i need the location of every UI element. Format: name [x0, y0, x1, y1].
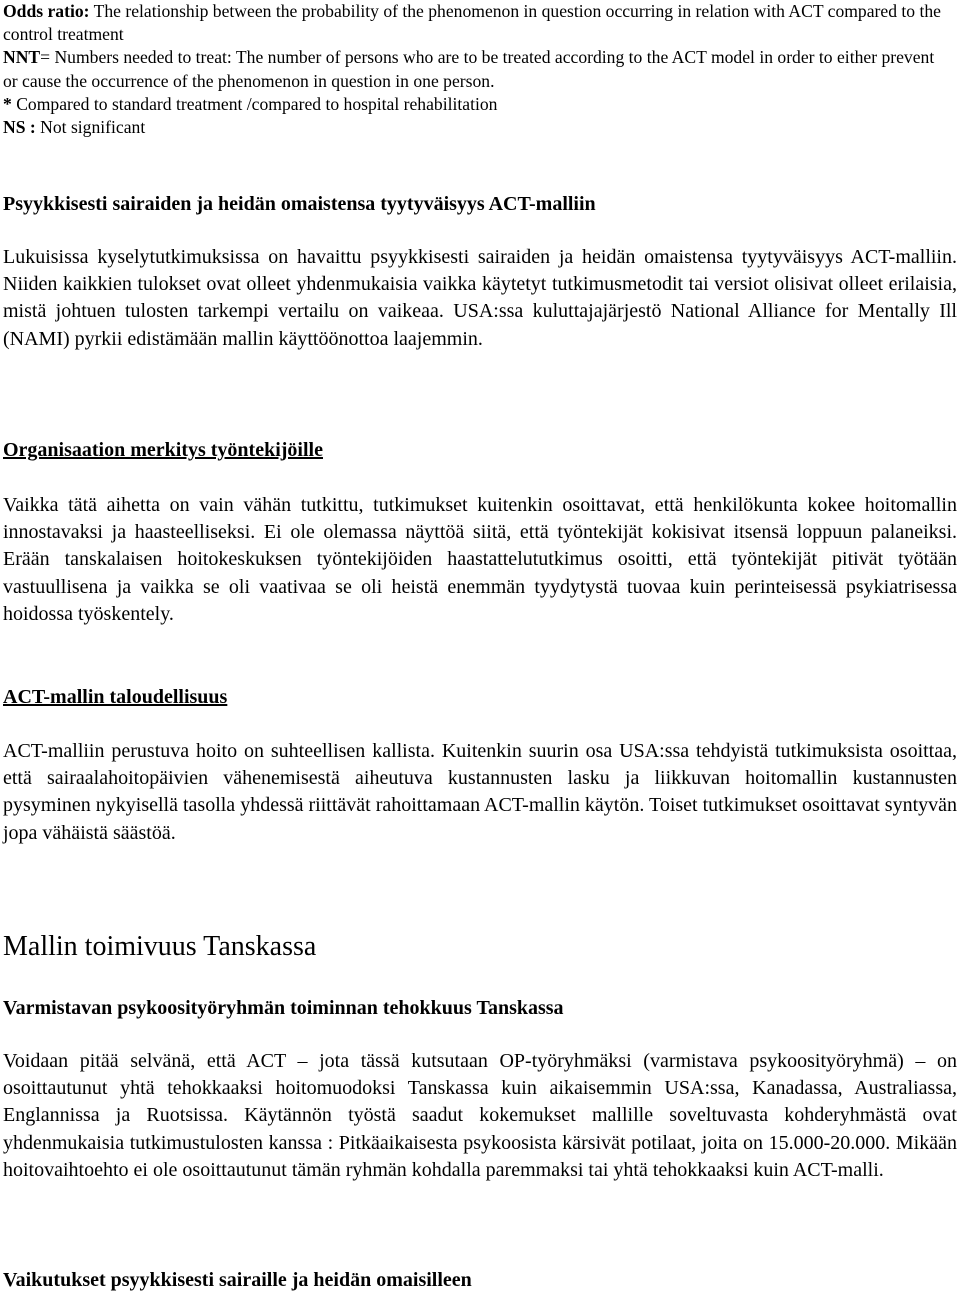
footnote-nnt-label: NNT	[3, 47, 41, 68]
footnote-odds-ratio	[3, 0, 957, 46]
paragraph-satisfaction: Lukuisissa kyselytutkimuksissa on havaittu psyykkisesti sairaiden ja heidän omaistensa tyytyväisyys ACT-malliin. Niiden kaikkien tulokset ovat olleet yhdenmukaisia vaikka käytetyt tutkimusmetodit tai versiot olisivat olleet erilaisia, mistä johtuen tulosten tarkempi vertailu on vaikeaa. USA:ssa kuluttajajärjestö National Alliance for Mentally Ill (NAMI) pyrkii edistämään mallin käyttöönottoa laajemmin.	[3, 246, 957, 350]
paragraph-economy: ACT-malliin perustuva hoito on suhteellisen kallista. Kuitenkin suurin osa USA:ssa tehdyistä tutkimuksista osoittaa, että sairaalahoitopäivien vähenemisestä aiheutuva kustannusten lasku ja liikkuvan hoitomallin kustannusten pysyminen nykyisellä tasolla yhdessä riittävät rahoittamaan ACT-mallin käytön. Toiset tutkimukset osoittavat syntyvän jopa vähäistä säästöä.	[3, 740, 958, 844]
paragraph-denmark: Voidaan pitää selvänä, että ACT – jota tässä kutsutaan OP-työryhmäksi (varmistava psykoosityöryhmä) – on osoittautunut yhtä tehokkaaksi hoitomuodoksi Tanskassa kuin aikaisemmin USA:ssa, Kanadassa, Australiassa, Englannissa ja Ruotsissa. Käytännön työstä saadut kokemukset mallille soveltuvasta kohderyhmästä ovat yhdenmukaisia tutkimustulosten kanssa : Pitkäaikaisesta psykoosista kärsivät potilaat, joita on 15.000-20.000. Mikään hoitovaihtoehto ei ole osoittautunut tämän ryhmän kohdalla paremmaksi tai yhtä tehokkaaksi kuin ACT-malli.	[3, 1050, 957, 1181]
heading-satisfaction: Psyykkisesti sairaiden ja heidän omaistensa tyytyväisyys ACT-malliin	[3, 193, 596, 215]
footnote-odds-text: The relationship between the probability of the phenomenon in question occurring in relation with ACT compared to the control treatment	[3, 1, 941, 45]
heading-denmark: Varmistavan psykoosityöryhmän toiminnan tehokkuus Tanskassa	[3, 997, 564, 1019]
table-footnotes	[3, 0, 957, 139]
footnote-nnt	[3, 46, 948, 92]
footnote-ns	[3, 116, 957, 139]
footnote-ns-text: Not significant	[35, 117, 146, 138]
footnote-star	[3, 93, 957, 116]
chapter-title-denmark: Mallin toimivuus Tanskassa	[3, 931, 317, 962]
footnote-star-label: *	[3, 93, 12, 114]
footnote-ns-label: NS :	[3, 117, 36, 138]
heading-economy: ACT-mallin taloudellisuus	[3, 686, 228, 708]
heading-effects: Vaikutukset psyykkisesti sairaille ja heidän omaisilleen	[3, 1269, 472, 1291]
paragraph-organisation: Vaikka tätä aihetta on vain vähän tutkittu, tutkimukset kuitenkin osoittavat, että henkilökunta kokee hoitomallin innostavaksi ja haasteelliseksi. Ei ole olemassa näyttöä siitä, että työntekijät kokisivat itsensä loppuun palaneiksi. Erään tanskalaisen hoitokeskuksen työntekijöiden haastattelututkimus osoitti, että työntekijät pitivät työtään vastuullisena ja vaikka se oli vaativaa se oli heistä enemmän tyydytystä tuovaa kuin perinteisessä psykiatrisessa hoidossa työskentely.	[3, 494, 957, 625]
footnote-odds-label: Odds ratio:	[3, 1, 90, 21]
footnote-nnt-text: = Numbers needed to treat: The number of persons who are to be treated according to the ACT model in order to either prevent or cause the occurrence of the phenomenon in question in one person.	[3, 47, 935, 91]
heading-organisation: Organisaation merkitys työntekijöille	[3, 439, 323, 461]
footnote-star-text: Compared to standard treatment /compared to hospital rehabilitation	[11, 93, 498, 114]
